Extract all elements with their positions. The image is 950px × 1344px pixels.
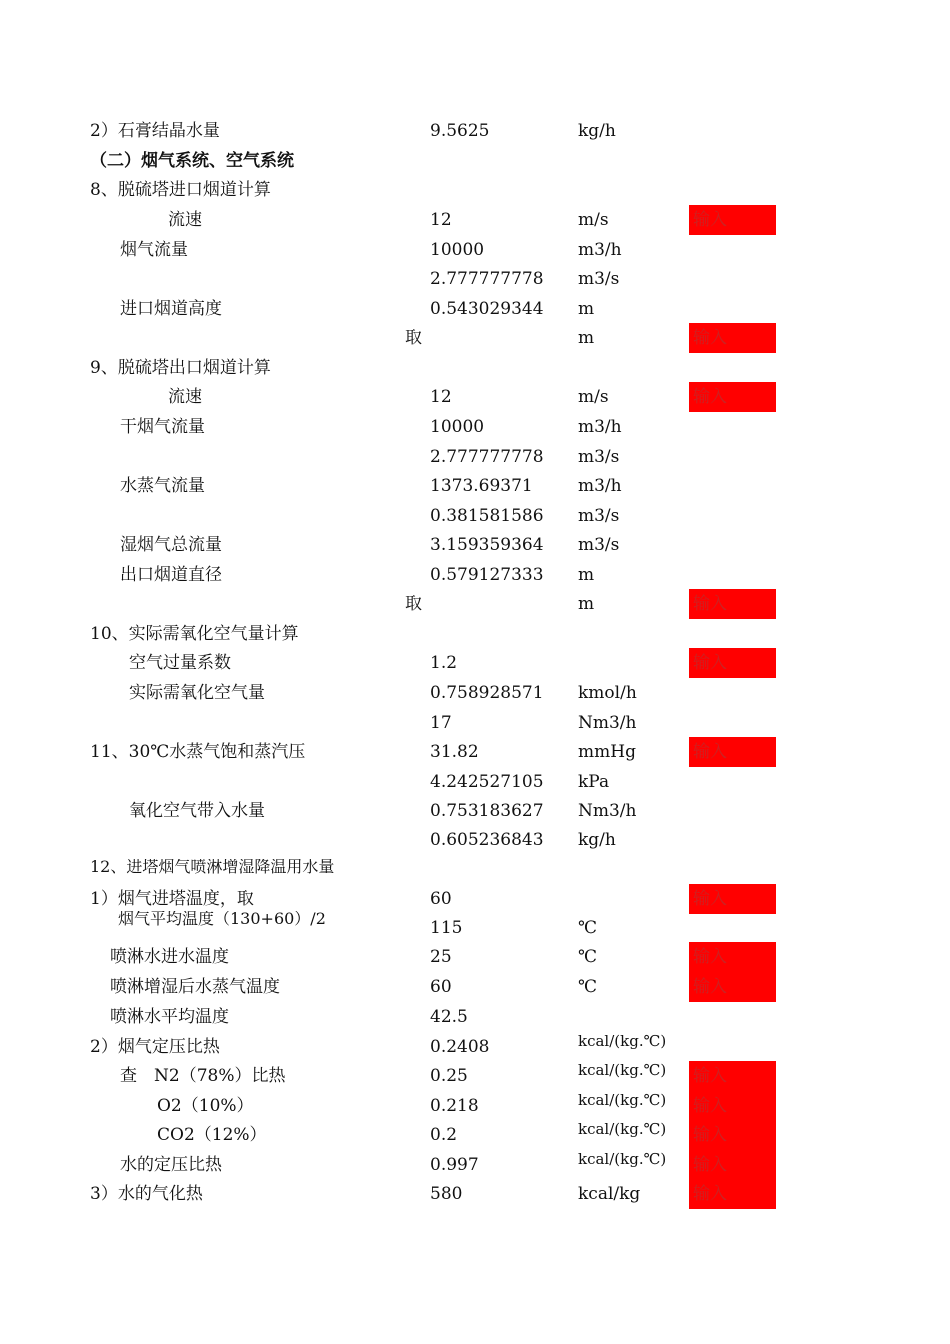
row-unit: m [578, 328, 595, 348]
row-value[interactable]: 1373.69371 [430, 476, 533, 496]
row-label: O2（10%） [157, 1096, 254, 1116]
input-marker[interactable]: 输入 [689, 1150, 776, 1180]
row-label: 1）烟气进塔温度，取 [90, 889, 254, 909]
row-air-water-carried [0, 796, 950, 826]
row-water-specific-heat [0, 1150, 950, 1180]
row-unit: Nm3/h [578, 801, 637, 821]
row-vapor-flow-s [0, 501, 950, 531]
row-value[interactable]: 60 [430, 889, 452, 909]
row-flue-gas-flow [0, 235, 950, 265]
row-gypsum-water [0, 116, 950, 146]
row-label: 喷淋水平均温度 [110, 1007, 229, 1027]
row-unit: ℃ [578, 947, 598, 967]
row-value[interactable]: 0.2408 [430, 1037, 490, 1057]
row-value[interactable]: 9.5625 [430, 121, 490, 141]
row-vaporization-heat [0, 1179, 950, 1209]
row-value[interactable]: 0.758928571 [430, 683, 544, 703]
row-unit: kcal/(kg.℃) [578, 1121, 667, 1138]
section-heading: （二）烟气系统、空气系统 [90, 151, 294, 171]
row-gas-specific-heat [0, 1032, 950, 1062]
row-vapor-temp-after-spray [0, 972, 950, 1002]
row-flue-gas-flow-s [0, 264, 950, 294]
row-value[interactable]: 0.218 [430, 1096, 479, 1116]
row-unit: m3/s [578, 506, 620, 526]
input-marker[interactable]: 输入 [689, 1061, 776, 1091]
row-oxidation-air-required [0, 678, 950, 708]
row-unit: ℃ [578, 977, 598, 997]
row-label: 实际需氧化空气量 [129, 683, 265, 703]
row-outlet-diameter [0, 560, 950, 590]
row-unit: ℃ [578, 918, 598, 938]
row-value[interactable]: 60 [430, 977, 452, 997]
row-dry-gas-flow-s [0, 442, 950, 472]
row-value[interactable]: 31.82 [430, 742, 479, 762]
row-value[interactable]: 12 [430, 387, 452, 407]
row-value[interactable]: 0.381581586 [430, 506, 544, 526]
row-inlet-velocity [0, 205, 950, 235]
row-value[interactable]: 10000 [430, 417, 485, 437]
row-label: 2）烟气定压比热 [90, 1037, 220, 1057]
take-label: 取 [405, 594, 422, 614]
row-label: 查 N2（78%）比热 [120, 1066, 286, 1086]
row-value[interactable]: 0.753183627 [430, 801, 544, 821]
row-spray-average-temp [0, 1002, 950, 1032]
row-value[interactable]: 0.543029344 [430, 299, 544, 319]
input-marker[interactable]: 输入 [689, 1179, 776, 1209]
row-inlet-take [0, 323, 950, 353]
row-unit: m3/h [578, 476, 622, 496]
row-unit: m3/s [578, 535, 620, 555]
input-marker[interactable]: 输入 [689, 942, 776, 972]
row-label: 空气过量系数 [129, 653, 231, 673]
row-unit: m [578, 594, 595, 614]
subsection-spray-water-row [0, 853, 950, 883]
row-value[interactable]: 0.25 [430, 1066, 468, 1086]
row-value[interactable]: 0.997 [430, 1155, 479, 1175]
row-value[interactable]: 17 [430, 713, 452, 733]
row-label: 水蒸气流量 [120, 476, 205, 496]
row-unit: kPa [578, 772, 610, 792]
row-value[interactable]: 0.605236843 [430, 830, 544, 850]
row-label: 出口烟道直径 [120, 565, 222, 585]
row-saturation-pressure-kpa [0, 767, 950, 797]
row-value[interactable]: 0.2 [430, 1125, 458, 1145]
row-unit: m [578, 299, 595, 319]
row-unit: m3/s [578, 269, 620, 289]
subsection-oxidation-air-row [0, 619, 950, 649]
row-oxidation-air-nm3 [0, 708, 950, 738]
row-value[interactable]: 4.242527105 [430, 772, 544, 792]
row-average-gas-temp [0, 913, 950, 943]
take-label: 取 [405, 328, 422, 348]
row-wet-gas-total [0, 530, 950, 560]
row-n2-specific-heat [0, 1061, 950, 1091]
input-marker[interactable]: 输入 [689, 1120, 776, 1150]
row-label: 2）石膏结晶水量 [90, 121, 220, 141]
section-heading-row [0, 146, 950, 176]
subsection-heading: 9、脱硫塔出口烟道计算 [90, 358, 271, 378]
row-label: 水的定压比热 [120, 1155, 222, 1175]
row-label: 氧化空气带入水量 [129, 801, 265, 821]
row-air-water-kgh [0, 825, 950, 855]
row-unit: kcal/(kg.℃) [578, 1092, 667, 1109]
row-unit: kmol/h [578, 683, 637, 703]
row-value[interactable]: 10000 [430, 240, 485, 260]
row-label: 干烟气流量 [120, 417, 205, 437]
subsection-heading: 10、实际需氧化空气量计算 [90, 624, 299, 644]
row-value[interactable]: 115 [430, 918, 463, 938]
row-unit: m3/s [578, 447, 620, 467]
row-unit: m3/h [578, 417, 622, 437]
input-marker[interactable]: 输入 [689, 737, 776, 767]
input-marker[interactable]: 输入 [689, 1091, 776, 1121]
row-o2-specific-heat [0, 1091, 950, 1121]
row-value[interactable]: 1.2 [430, 653, 458, 673]
input-marker[interactable]: 输入 [689, 589, 776, 619]
row-unit: kcal/(kg.℃) [578, 1062, 667, 1079]
row-value[interactable]: 2.777777778 [430, 447, 544, 467]
row-unit: m3/h [578, 240, 622, 260]
row-unit: m/s [578, 210, 609, 230]
row-label: 3）水的气化热 [90, 1184, 203, 1204]
row-label: 11、30℃水蒸气饱和蒸汽压 [90, 742, 306, 762]
row-unit: kcal/kg [578, 1184, 641, 1204]
subsection-heading: 12、进塔烟气喷淋增湿降温用水量 [90, 859, 335, 876]
row-saturation-pressure [0, 737, 950, 767]
row-value[interactable]: 0.579127333 [430, 565, 544, 585]
row-label: CO2（12%） [157, 1125, 267, 1145]
row-unit: Nm3/h [578, 713, 637, 733]
row-label: 烟气平均温度（130+60）/2 [118, 911, 326, 928]
row-dry-gas-flow [0, 412, 950, 442]
row-spray-inlet-temp [0, 942, 950, 972]
row-outlet-velocity [0, 382, 950, 412]
subsection-outlet-duct-row [0, 353, 950, 383]
subsection-heading: 8、脱硫塔进口烟道计算 [90, 180, 271, 200]
row-unit: m [578, 565, 595, 585]
subsection-inlet-duct-row [0, 175, 950, 205]
row-inlet-gas-temp [0, 884, 950, 914]
row-co2-specific-heat [0, 1120, 950, 1150]
row-unit: kg/h [578, 121, 616, 141]
row-value[interactable]: 42.5 [430, 1007, 468, 1027]
row-label: 流速 [168, 387, 202, 407]
row-unit: m/s [578, 387, 609, 407]
row-value[interactable]: 25 [430, 947, 452, 967]
row-value[interactable]: 580 [430, 1184, 463, 1204]
input-marker[interactable]: 输入 [689, 972, 776, 1002]
row-outlet-take [0, 589, 950, 619]
row-unit: kg/h [578, 830, 616, 850]
row-label: 湿烟气总流量 [120, 535, 222, 555]
input-marker[interactable]: 输入 [689, 205, 776, 235]
input-marker[interactable]: 输入 [689, 884, 776, 914]
row-label: 喷淋增湿后水蒸气温度 [110, 977, 280, 997]
row-value[interactable]: 2.777777778 [430, 269, 544, 289]
row-inlet-duct-height [0, 294, 950, 324]
row-vapor-flow [0, 471, 950, 501]
input-marker[interactable]: 输入 [689, 323, 776, 353]
row-unit: mmHg [578, 742, 636, 762]
row-label: 流速 [168, 210, 202, 230]
row-label: 喷淋水进水温度 [110, 947, 229, 967]
row-unit: kcal/(kg.℃) [578, 1151, 667, 1168]
input-marker[interactable]: 输入 [689, 648, 776, 678]
row-value[interactable]: 12 [430, 210, 452, 230]
row-excess-air-coefficient [0, 648, 950, 678]
row-value[interactable]: 3.159359364 [430, 535, 544, 555]
input-marker[interactable]: 输入 [689, 382, 776, 412]
row-unit: kcal/(kg.℃) [578, 1033, 667, 1050]
row-label: 烟气流量 [120, 240, 188, 260]
row-label: 进口烟道高度 [120, 299, 222, 319]
